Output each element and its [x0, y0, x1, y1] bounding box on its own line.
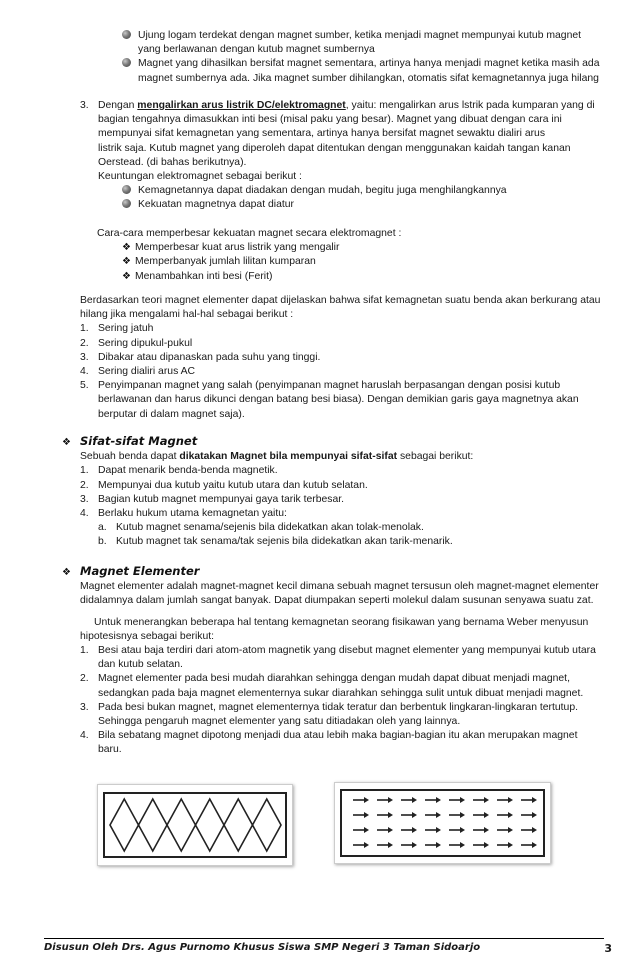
list-item: b. Kutub magnet tak senama/tak sejenis bila didekatkan akan tarik-menarik.: [98, 536, 453, 548]
footer-text: Disusun Oleh Drs. Agus Purnomo Khusus Siswa SMP Negeri 3 Taman Sidoarjo: [44, 942, 481, 953]
arrow: [377, 827, 393, 833]
diamond-bullet-icon: ❖: [62, 567, 71, 578]
arrow: [473, 842, 489, 848]
list-item: 3. Dibakar atau dipanaskan pada suhu yang tinggi.: [80, 351, 321, 363]
section-heading: Sifat-sifat Magnet: [80, 434, 198, 448]
weaken-section: Berdasarkan teori magnet elementer dapat dijelaskan bahwa sifat kemagnetan suatu benda akan berkurang atau hilang jika mengalami hal-hal sebagai berikut : 1. Sering jatuh 2. Sering dipukul-pukul 3. Dibakar atau dipanaskan pada suhu yang tinggi. 4. Sering dialiri arus AC 5. Penyimpanan magnet yang salah (penyimpanan magnet haruslah berpasangan dengan posisi kutub berlawanan dan harus dikunci dengan batang besi biasa). Dengan demikian garis gaya magnetnya akan berputar di dalam magnet saja).: [80, 294, 600, 422]
list-item: 4. Berlaku hukum utama kemagnetan yaitu:: [80, 508, 287, 520]
arrow: [377, 797, 393, 803]
diamond-bullet-icon: ❖: [62, 437, 71, 448]
bullet-circle-icon: [122, 58, 131, 67]
arrow: [449, 827, 465, 833]
arrow: [521, 812, 537, 818]
diamond-bullet-icon: ❖: [122, 242, 131, 254]
arrow: [425, 812, 441, 818]
list-item: 1. Sering jatuh: [80, 323, 154, 335]
arrow: [497, 797, 513, 803]
closed-loop: [196, 799, 225, 851]
closed-loop: [110, 799, 139, 851]
list-item: 3. Bagian kutub magnet mempunyai gaya tarik terbesar.: [80, 493, 345, 505]
list-item: Magnet yang dihasilkan bersifat magnet sementara, artinya hanya menjadi magnet ketika masih ada magnet sumbernya ada. Jika magnet sumber dihilangkan, otomatis sifat kemagnetannya juga hilang: [122, 57, 600, 85]
closed-loop: [167, 799, 196, 851]
arrow: [473, 827, 489, 833]
arrow: [425, 827, 441, 833]
page-number: 3: [604, 942, 612, 955]
strengthen-section: Cara-cara memperbesar kekuatan magnet secara elektromagnet : ❖ Memperbesar kuat arus listrik yang mengalir ❖ Memperbanyak jumlah lilitan kumparan ❖ Menambahkan inti besi (Ferit): [97, 227, 401, 284]
figure-closed-loops: [97, 784, 293, 866]
list-item: 5. Penyimpanan magnet yang salah (penyimpanan magnet haruslah berpasangan dengan posisi kutub berlawanan dan harus dikunci dengan batang besi biasa). Dengan demikian garis gaya magnetnya akan berputar di dalam magnet saja).: [80, 380, 579, 420]
list-item: 2. Magnet elementer pada besi mudah diarahkan sehingga dengan mudah dapat dibuat menjadi magnet, sedangkan pada baja magnet elementernya sukar diarahkan sehingga sulit untuk dibuat menjadi magnet.: [80, 673, 584, 699]
diamond-bullet-icon: ❖: [122, 270, 131, 282]
aligned-arrows-diagram: [335, 783, 550, 863]
arrow: [521, 797, 537, 803]
arrow: [353, 827, 369, 833]
arrow: [521, 827, 537, 833]
bullet-circle-icon: [122, 199, 131, 208]
list-item: 3. Pada besi bukan magnet, magnet elementernya tidak teratur dan berbentuk lingkaran-lingkaran tertutup. Sehingga pengaruh magnet elementer yang satu ditiadakan oleh yang lainnya.: [80, 701, 578, 728]
diamond-bullet-icon: ❖: [122, 256, 131, 268]
list-item: 4. Bila sebatang magnet dipotong menjadi dua atau lebih maka bagian-bagian itu akan merupakan magnet baru.: [80, 730, 578, 756]
arrow: [377, 812, 393, 818]
advantages-list: Kemagnetannya dapat diadakan dengan mudah, begitu juga menghilangkannya Kekuatan magnetnya dapat diatur: [122, 184, 507, 212]
sifat-section: ❖ Sifat-sifat Magnet Sebuah benda dapat dikatakan Magnet bila mempunyai sifat-sifat sebagai berikut: 1. Dapat menarik benda-benda magnetik. 2. Mempunyai dua kutub yaitu kutub utara dan kutub selatan. 3. Bagian kutub magnet mempunyai gaya tarik terbesar. 4. Berlaku hukum utama kemagnetan yaitu: a. Kutub magnet senama/sejenis bila didekatkan akan tolak-menolak. b. Kutub magnet tak senama/tak sejenis bila didekatkan akan tarik-menarik.: [62, 434, 473, 550]
arrow: [473, 797, 489, 803]
bar-outline: [341, 790, 544, 856]
arrow: [425, 797, 441, 803]
arrow: [401, 812, 417, 818]
elementer-section: ❖ Magnet Elementer Magnet elementer adalah magnet-magnet kecil dimana sebuah magnet tersusun oleh magnet-magnet elementer didalamnya dalam jumlah sangat banyak. Dapat diumpakan seperti molekul dalam susunan senyawa suatu zat. Untuk menerangkan beberapa hal tentang kemagnetan seorang fisikawan yang bernama Weber menyusun hipotesisnya sebagai berikut: 1. Besi atau baja terdiri dari atom-atom magnetik yang disebut magnet elementer yang mempunyai kutub utara dan kutub selatan. 2. Magnet elementer pada besi mudah diarahkan sehingga dengan mudah dapat dibuat menjadi magnet, sedangkan pada baja magnet elementernya sukar diarahkan sehingga sulit untuk dibuat menjadi magnet. 3. Pada besi bukan magnet, magnet elementernya tidak teratur dan berbentuk lingkaran-lingkaran tertutup. Sehingga pengaruh magnet elementer yang satu ditiadakan oleh yang lainnya. 4. Bila sebatang magnet dipotong menjadi dua atau lebih maka bagian-bagian itu akan merupakan magnet baru.: [62, 564, 599, 758]
arrow: [449, 797, 465, 803]
arrow: [473, 812, 489, 818]
closed-loop: [253, 799, 282, 851]
top-bullet-list: [122, 29, 600, 86]
bullet-circle-icon: [122, 30, 131, 39]
page-footer: [44, 938, 612, 955]
arrow: [425, 842, 441, 848]
arrow: [353, 812, 369, 818]
closed-loop: [139, 799, 168, 851]
bullet-circle-icon: [122, 185, 131, 194]
list-item: 1. Dapat menarik benda-benda magnetik.: [80, 465, 278, 477]
list-item: a. Kutub magnet senama/sejenis bila didekatkan akan tolak-menolak.: [98, 522, 424, 534]
arrow: [521, 842, 537, 848]
arrow: [353, 842, 369, 848]
closed-loop: [224, 799, 253, 851]
list-item: 2. Sering dipukul-pukul: [80, 337, 193, 349]
section-heading: Magnet Elementer: [80, 564, 200, 578]
arrow: [401, 842, 417, 848]
arrow: [497, 812, 513, 818]
arrow: [401, 797, 417, 803]
figure-aligned-arrows: [334, 782, 551, 864]
item-elektromagnet: 3. Dengan mengalirkan arus listrik DC/elektromagnet, yaitu: mengalirkan arus lstrik pada kumparan yang di bagian tengahnya dimasukkan inti besi (misal paku yang besar). Magnet yang dibuat dengan cara ini mempunyai sifat kemagnetan yang sementara, artinya hanya bersifat magnet sewaktu dialiri arus listrik saja. Kutub magnet yang diperoleh dapat ditentukan dengan menggunakan kaidah tangan kanan Oerstead. (di bahas berikutnya). Keuntungan elektromagnet sebagai berikut :: [80, 100, 595, 183]
aligned-arrow-set: [353, 797, 537, 848]
closed-loop-arrows: [110, 799, 281, 851]
list-item: 4. Sering dialiri arus AC: [80, 366, 196, 378]
arrow: [401, 827, 417, 833]
arrow: [377, 842, 393, 848]
arrow: [449, 812, 465, 818]
arrow: [497, 842, 513, 848]
list-item: 2. Mempunyai dua kutub yaitu kutub utara dan kutub selatan.: [80, 479, 368, 491]
list-item: Ujung logam terdekat dengan magnet sumber, ketika menjadi magnet mempunyai kutub magnet yang berlawanan dengan kutub magnet sumbernya: [122, 29, 600, 57]
list-item: 1. Besi atau baja terdiri dari atom-atom magnetik yang disebut magnet elementer yang mempunyai kutub utara dan kutub selatan.: [80, 645, 596, 671]
arrow: [497, 827, 513, 833]
closed-loops-diagram: [98, 785, 292, 865]
arrow: [449, 842, 465, 848]
arrow: [353, 797, 369, 803]
